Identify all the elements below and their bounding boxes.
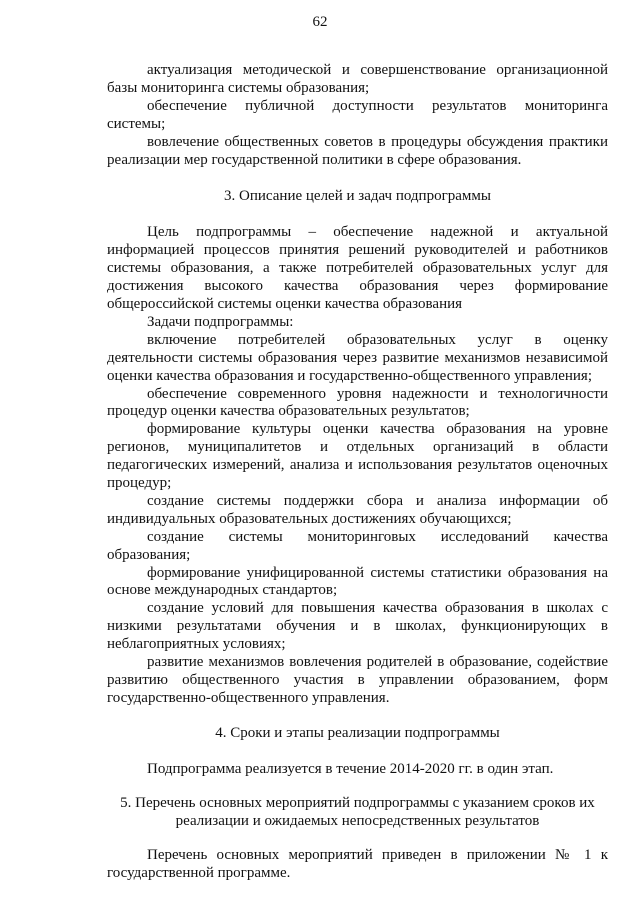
page-number: 62 bbox=[312, 14, 328, 30]
paragraph: актуализация методической и совершенствование организационной базы мониторинга системы образования; bbox=[107, 62, 608, 96]
task-item: обеспечение современного уровня надежности и технологичности процедур оценки качества образовательных результатов; bbox=[107, 385, 608, 420]
task-item: создание системы поддержки сбора и анализа информации об индивидуальных образовательных достижениях обучающихся; bbox=[107, 492, 608, 527]
task-item: включение потребителей образовательных услуг в оценку деятельности системы образования через развитие механизмов независимой оценки качества образования и государственно-общественного управления; bbox=[107, 331, 608, 384]
task-item: формирование культуры оценки качества образования на уровне регионов, муниципалитетов и отдельных организаций в области педагогических измерений, анализа и использования результатов оценочных процедур; bbox=[107, 421, 608, 492]
section-5-heading-line-1: 5. Перечень основных мероприятий подпрограммы с указанием сроков их bbox=[120, 794, 595, 811]
page-content bbox=[107, 62, 608, 883]
section-3-heading: 3. Описание целей и задач подпрограммы bbox=[224, 188, 491, 205]
task-item: создание условий для повышения качества образования в школах с низкими результатами обучения и в школах, функционирующих в неблагоприятных условиях; bbox=[107, 600, 608, 653]
section-4-heading: 4. Сроки и этапы реализации подпрограммы bbox=[215, 724, 500, 741]
section-5-text: Перечень основных мероприятий приведен в приложении № 1 к государственной программе. bbox=[107, 847, 608, 882]
section-5-heading-line-2: реализации и ожидаемых непосредственных результатов bbox=[175, 812, 540, 829]
task-item: развитие механизмов вовлечения родителей в образование, содействие развитию общественного участия в управлении образованием, форм государственно-общественного управления. bbox=[107, 654, 608, 706]
section-4-text: Подпрограмма реализуется в течение 2014-2020 гг. в один этап. bbox=[147, 760, 554, 777]
task-item: создание системы мониторинговых исследований качества образования; bbox=[107, 528, 608, 563]
section-3-goal: Цель подпрограммы – обеспечение надежной и актуальной информацией процессов принятия решений руководителей и работников системы образования, а также потребителей образовательных услуг для достижения высокого качества образования через формирование общероссийской системы оценки качества образования bbox=[107, 224, 608, 312]
tasks-label: Задачи подпрограммы: bbox=[147, 313, 294, 330]
paragraph: обеспечение публичной доступности результатов мониторинга системы; bbox=[107, 97, 608, 132]
paragraph: вовлечение общественных советов в процедуры обсуждения практики реализации мер государственной политики в сфере образования. bbox=[107, 133, 608, 168]
task-item: формирование унифицированной системы статистики образования на основе международных стандартов; bbox=[107, 564, 608, 599]
